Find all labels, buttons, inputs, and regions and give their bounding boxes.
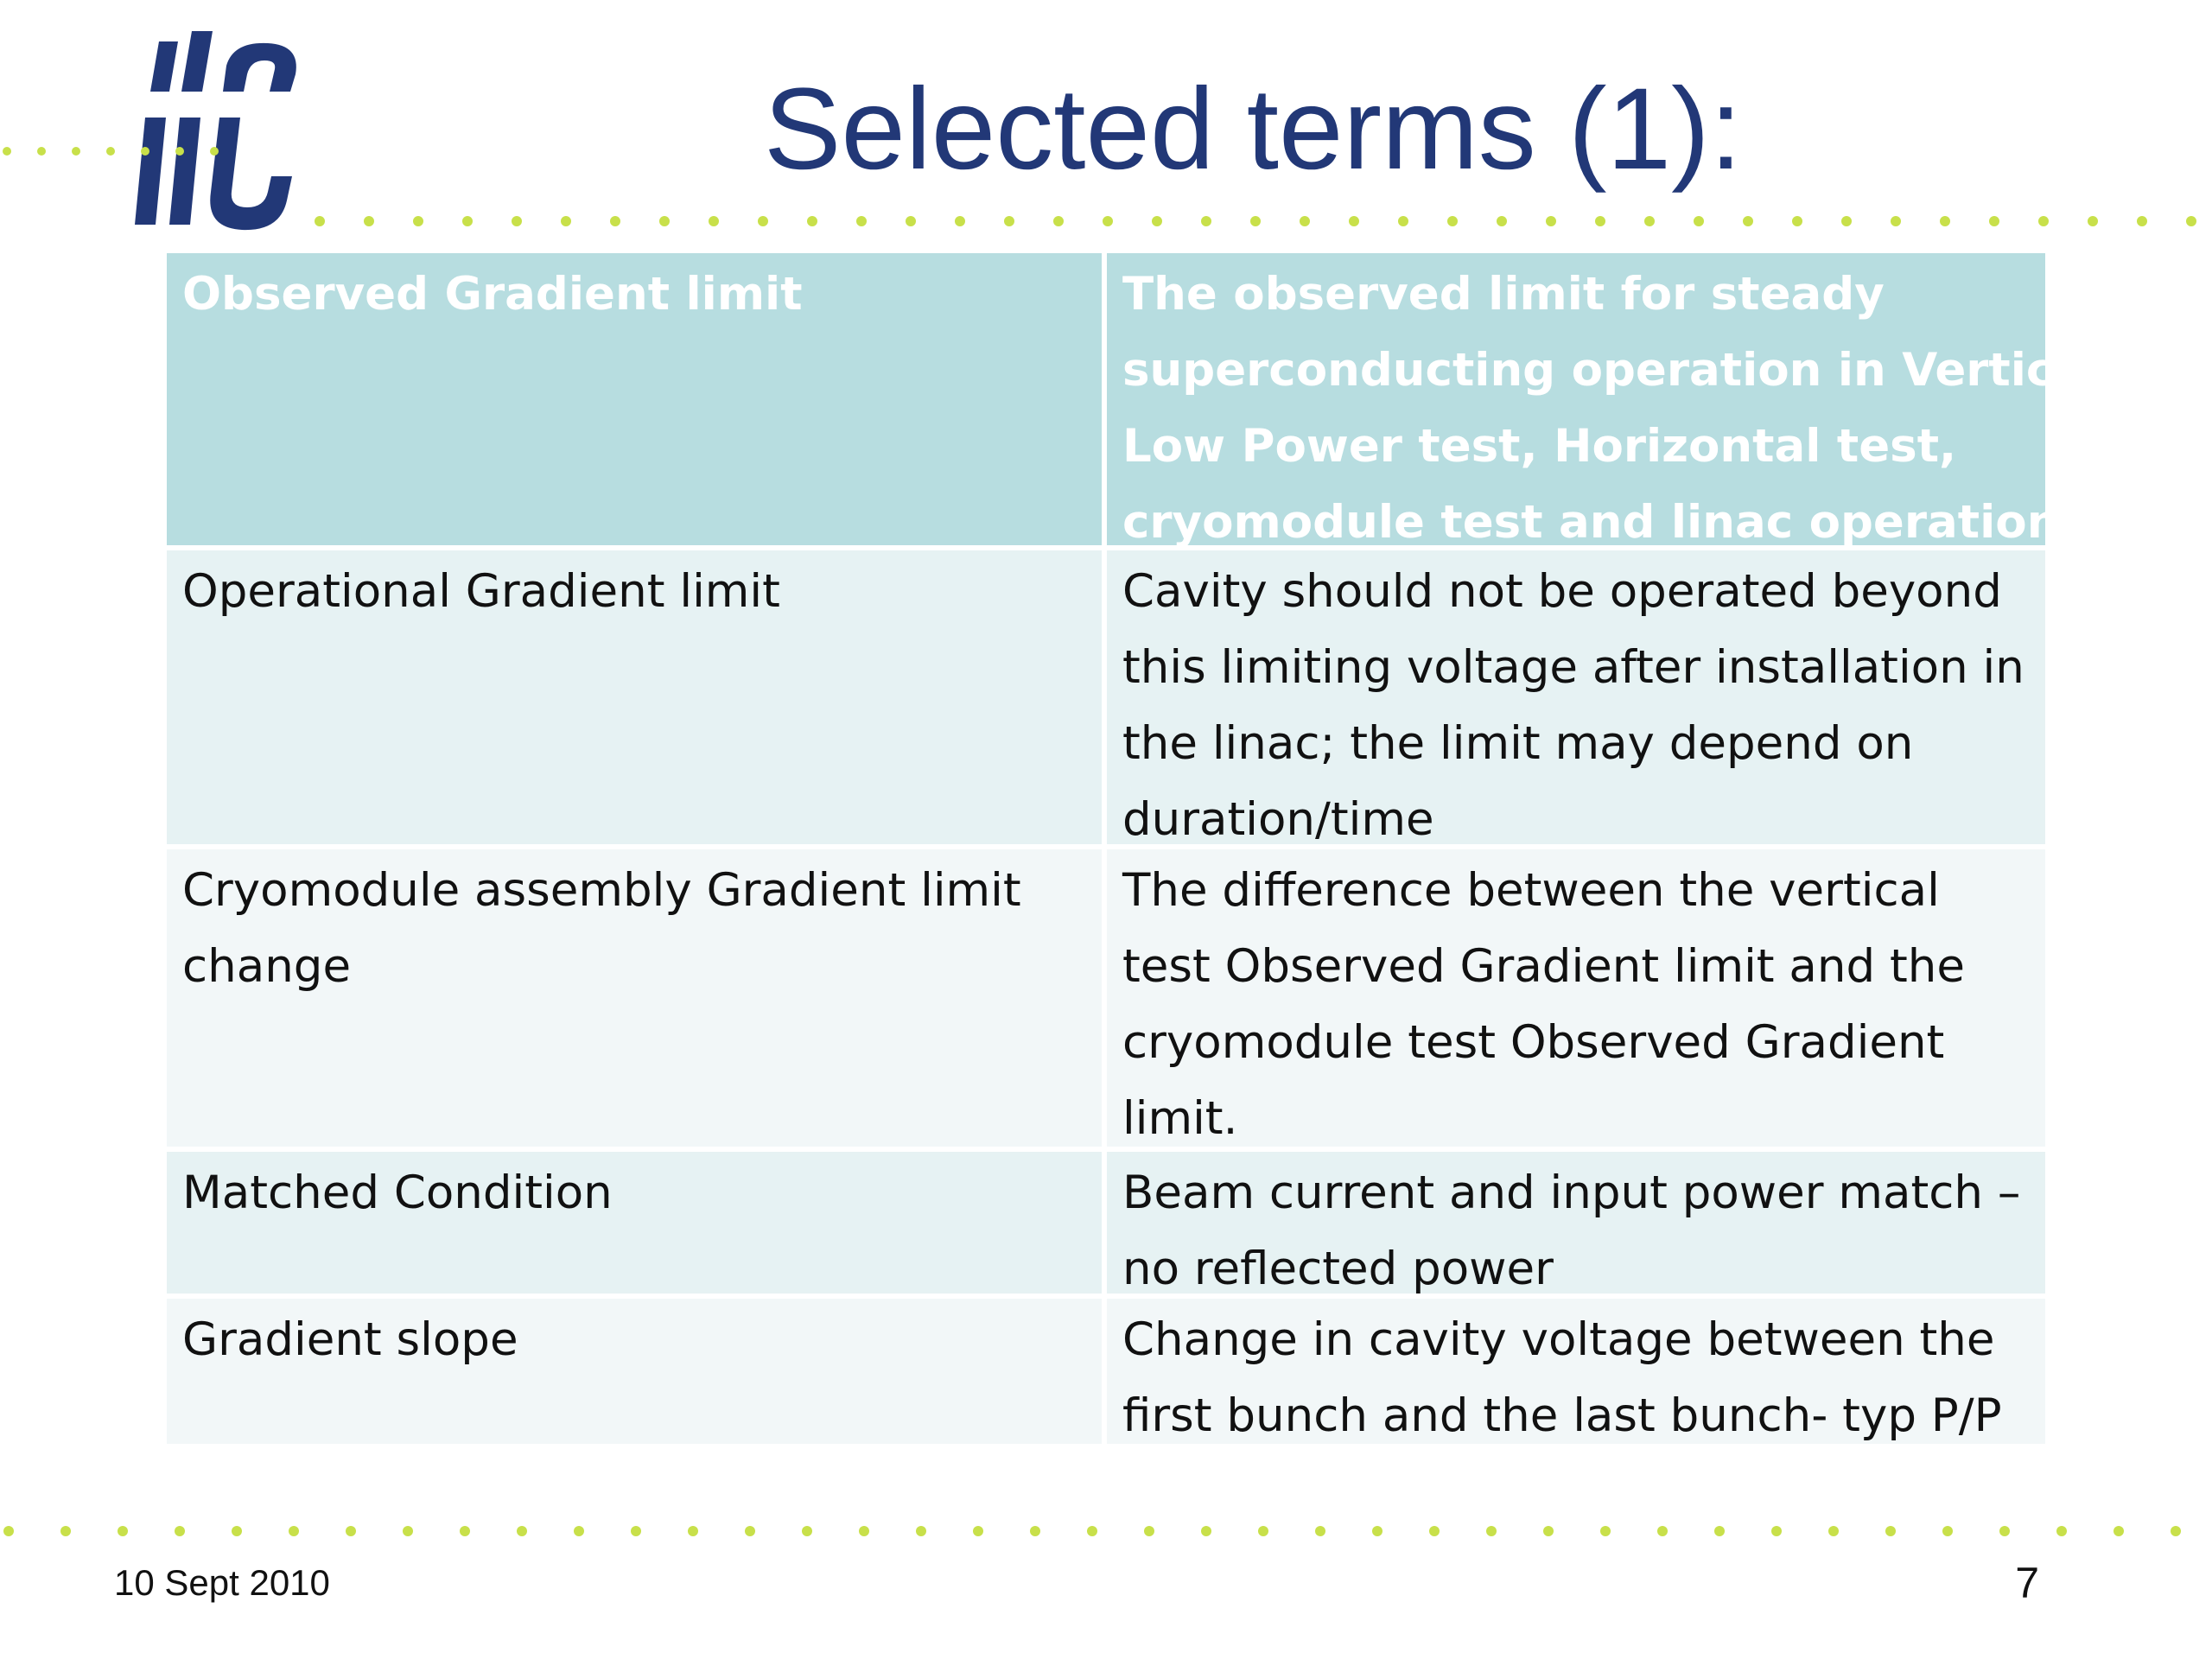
definition-cell xyxy=(1107,1299,2045,1444)
footer-date: 10 Sept 2010 xyxy=(114,1562,330,1603)
definition-line: no reflected power xyxy=(1122,1243,1554,1295)
table-row xyxy=(167,1152,2045,1294)
definition-line: Cavity should not be operated beyond xyxy=(1122,565,2002,618)
term-line: Matched Condition xyxy=(182,1166,613,1219)
terms-table xyxy=(167,253,2101,1449)
definition-line: this limiting voltage after installation in xyxy=(1122,641,2024,694)
definition-line: Change in cavity voltage between the xyxy=(1122,1313,1995,1366)
term-cell xyxy=(167,1152,1102,1294)
definition-cell xyxy=(1107,1152,2045,1294)
definition-line: limit. xyxy=(1122,1092,1238,1145)
ilc-logo xyxy=(130,31,320,238)
decorative-dot-line-bottom xyxy=(0,1523,2212,1539)
definition-line: test Observed Gradient limit and the xyxy=(1122,940,1965,993)
definition-line: first bunch and the last bunch- typ P/P xyxy=(1122,1389,2002,1442)
term-line: Cryomodule assembly Gradient limit xyxy=(182,864,1021,917)
definition-line: the linac; the limit may depend on xyxy=(1122,717,1914,770)
decorative-dot-line-top-left xyxy=(0,143,225,159)
definition-line: Beam current and input power match – xyxy=(1122,1166,2021,1219)
definition-cell xyxy=(1107,550,2045,844)
table-header-row xyxy=(167,253,2101,549)
header-definition-line: superconducting operation in Vertical xyxy=(1122,344,2101,397)
slide-title: Selected terms (1): xyxy=(764,65,1742,194)
definition-line: The difference between the vertical xyxy=(1122,864,1940,917)
term-line: Operational Gradient limit xyxy=(182,565,780,618)
table-header-term-cell xyxy=(167,253,1102,545)
table-header-definition-cell xyxy=(1107,253,2101,549)
definition-line: duration/time xyxy=(1122,793,1434,846)
term-line: Gradient slope xyxy=(182,1313,518,1366)
page-number: 7 xyxy=(2015,1559,2039,1607)
term-cell xyxy=(167,550,1102,844)
header-definition-line: The observed limit for steady xyxy=(1122,268,1885,321)
term-cell xyxy=(167,849,1102,1147)
table-row xyxy=(167,1299,2045,1444)
table-row xyxy=(167,849,2045,1147)
definition-cell xyxy=(1107,849,2045,1147)
header-definition-line: cryomodule test and linac operation xyxy=(1122,496,2060,549)
term-cell xyxy=(167,1299,1102,1444)
term-line: change xyxy=(182,940,352,993)
header-term-text: Observed Gradient limit xyxy=(182,268,803,321)
definition-line: cryomodule test Observed Gradient xyxy=(1122,1016,1945,1069)
header-definition-line: Low Power test, Horizontal test, xyxy=(1122,420,1957,473)
decorative-dot-line-top xyxy=(311,213,2212,229)
table-row xyxy=(167,550,2045,844)
